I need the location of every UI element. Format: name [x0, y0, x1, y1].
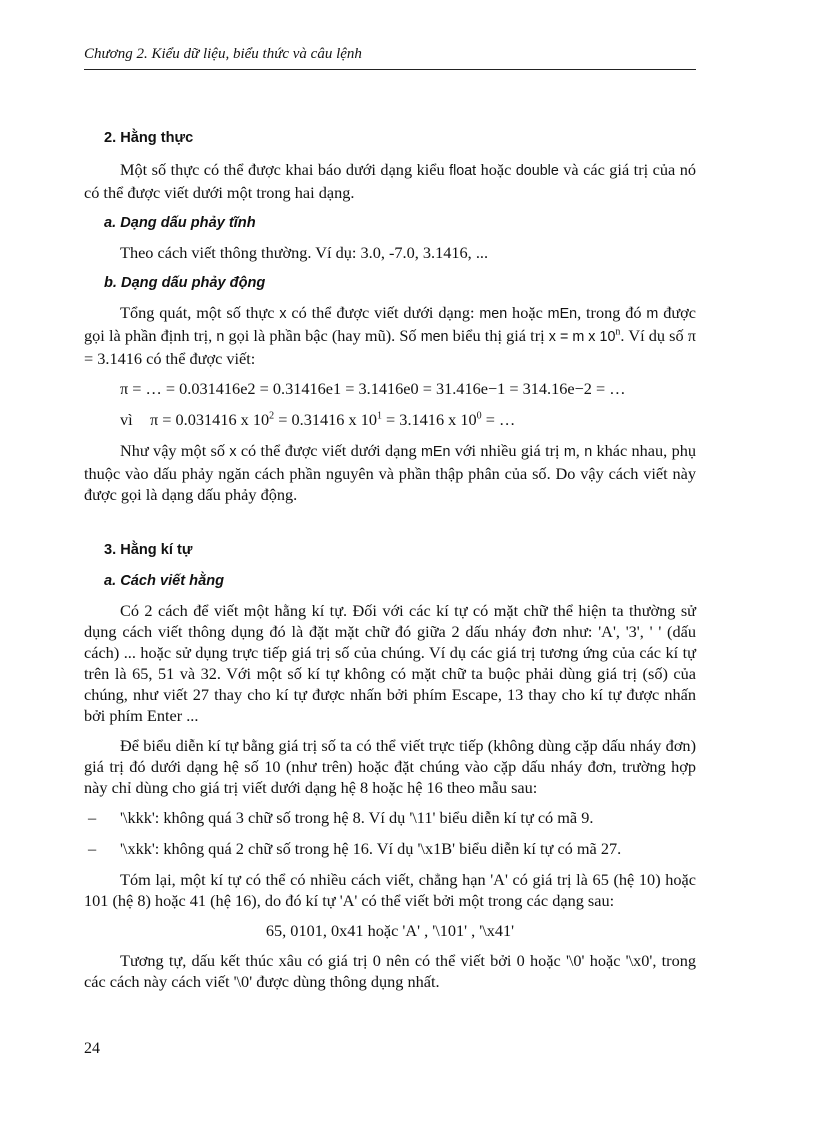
page-number: 24	[84, 1040, 100, 1057]
paragraph: Để biểu diễn kí tự bằng giá trị số ta có thể viết trực tiếp (không dùng cặp dấu nháy đơn) giá trị đó dưới dạng hệ số 10 (như trên) hoặc đặt chúng vào cặp dấu nháy đơn, trường hợp này chỉ dùng cho giá trị viết dưới dạng hệ 8 hoặc hệ 16 theo mẫu sau:	[84, 736, 696, 797]
section-heading: 3. Hằng kí tự	[104, 542, 193, 558]
paragraph: Có 2 cách để viết một hằng kí tự. Đối với các kí tự có mặt chữ thể hiện ta thường sử dụng cách viết thông dụng đó là đặt mặt chữ đó giữa 2 dấu nháy đơn như: 'A', '3', ' ' (dấu cách) ... hoặc sử dụng trực tiếp giá trị số của chúng. Ví dụ các giá trị tương ứng của các kí tự trên là 65, 51 và 32. Với một số kí tự không có mặt chữ ta buộc phải dùng giá trị (số) của chúng, như viết 27 thay cho kí tự được nhấn bởi phím Escape, 13 thay cho kí tự được nhấn bởi phím Enter ...	[84, 601, 696, 725]
page-body	[84, 118, 696, 1001]
paragraph: Theo cách viết thông thường. Ví dụ: 3.0, -7.0, 3.1416, ...	[120, 243, 489, 262]
list-item: – '\xkk': không quá 2 chữ số trong hệ 16. Ví dụ '\x1B' biểu diễn kí tự có mã 27.	[88, 839, 622, 858]
equation: π = … = 0.031416e2 = 0.31416e1 = 3.1416e0 = 31.416e−1 = 314.16e−2 = …	[120, 379, 626, 398]
subsection-heading: a. Cách viết hằng	[104, 573, 225, 589]
subsection-heading: a. Dạng dấu phảy tĩnh	[104, 215, 256, 231]
section-heading: 2. Hằng thực	[104, 130, 194, 146]
paragraph: Một số thực có thể được khai báo dưới dạng kiểu float hoặc double và các giá trị của nó có thể được viết dưới một trong hai dạng.	[84, 160, 696, 202]
subsection-heading: b. Dạng dấu phảy động	[104, 275, 266, 291]
paragraph: Như vậy một số x có thể được viết dưới dạng mEn với nhiều giá trị m, n khác nhau, phụ thuộc vào dấu phảy ngăn cách phần nguyên và phần thập phân của số. Do vậy cách viết này được gọi là dạng dấu phảy động.	[84, 441, 696, 504]
paragraph: Tương tự, dấu kết thúc xâu có giá trị 0 nên có thể viết bởi 0 hoặc '\0' hoặc '\x0', trong các cách này cách viết '\0' được dùng thông dụng nhất.	[84, 951, 696, 991]
char-forms: 65, 0101, 0x41 hoặc 'A' , '\101' , '\x41'	[265, 921, 515, 940]
list-item: – '\kkk': không quá 3 chữ số trong hệ 8. Ví dụ '\11' biểu diễn kí tự có mã 9.	[88, 808, 594, 827]
equation: vì π = 0.031416 x $10^2 = 0.31416$ x $10^1 = 3.1416$ x $10^0$ = …	[120, 410, 516, 429]
paragraph: Tổng quát, một số thực x có thể được viết dưới dạng: men hoặc mEn, trong đó m được gọi là phần định trị, n gọi là phần bậc (hay mũ). Số men biểu thị giá trị x = m x 10$^n$. Ví dụ số π = 3.1416 có thể được viết:	[84, 303, 697, 368]
running-header: Chương 2. Kiểu dữ liệu, biểu thức và câu lệnh	[84, 46, 696, 70]
paragraph: Tóm lại, một kí tự có thể có nhiều cách viết, chẳng hạn 'A' có giá trị là 65 (hệ 10) hoặc 101 (hệ 8) hoặc 41 (hệ 16), do đó kí tự 'A' có thể viết bởi một trong các dạng sau:	[84, 870, 696, 910]
